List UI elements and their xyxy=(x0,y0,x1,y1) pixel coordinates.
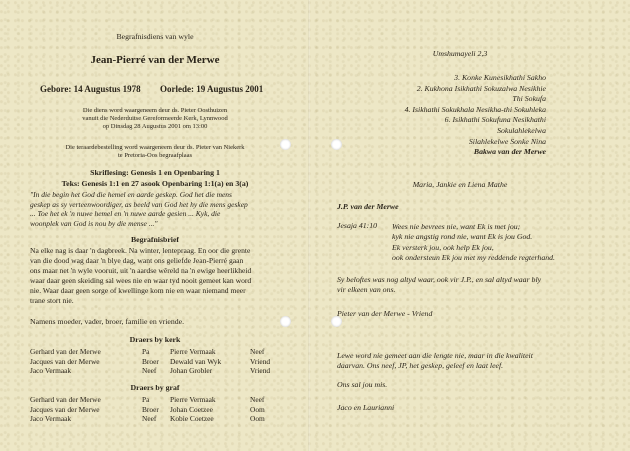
verse-line: kyk nie angstig rond nie, want Ek is jou God. xyxy=(392,232,533,242)
promise-line: Sy beloftes was nog altyd waar, ook vir J.P., en sal altyd waar bly xyxy=(337,275,542,284)
hymn-verses xyxy=(405,73,546,158)
bearer-name: Jaco Vermaak xyxy=(30,366,72,376)
bearer-name: Jacques van der Merwe xyxy=(30,356,100,366)
hymn-reference: Umshumayeli 2,3 xyxy=(432,49,488,58)
hymn-line: Thi Sokufa xyxy=(512,94,546,104)
funeral-letter xyxy=(30,246,251,306)
bearer-name: Pierre Vermaak xyxy=(170,395,216,404)
bearer-relation: Pa xyxy=(142,395,150,404)
scripture-reading: Skriflesing: Genesis 1 en Openbaring 1 xyxy=(90,168,220,177)
verse-line: Wees nie bevrees nie, want Ek is met jou; xyxy=(392,222,521,231)
centre-fold xyxy=(308,0,310,451)
hymn-line: 2. Kukhona Isikhathi Sokuzalwa Nesikhie xyxy=(416,83,546,93)
tribute-heading: J.P. van der Merwe xyxy=(337,202,399,211)
bearer-relation: Broer xyxy=(142,356,159,366)
promise-line: vir elkeen van ons. xyxy=(337,285,396,295)
hymn-line: Sokulahlekelwa xyxy=(497,125,546,135)
birth-date: Gebore: 14 Augustus 1978 xyxy=(40,84,141,94)
letter-signoff: Namens moeder, vader, broer, familie en vriende. xyxy=(30,317,185,326)
bearer-name: Johan Grobler xyxy=(170,366,213,376)
bearer-name: Jacques van der Merwe xyxy=(30,404,100,414)
hymn-line: 3. Konke Kunesikhathi Sakho xyxy=(454,73,546,82)
hymn-line: Bakwa van der Merwe xyxy=(473,147,546,157)
promise-text xyxy=(337,275,541,296)
church-bearers-heading: Draers by kerk xyxy=(129,335,181,344)
bearer-relation: Oom xyxy=(250,404,265,414)
death-date: Oorlede: 19 Augustus 2001 xyxy=(160,84,264,94)
punch-hole xyxy=(331,139,342,150)
church-bearers-col-name-2 xyxy=(170,347,221,376)
bearer-relation: Broer xyxy=(142,404,159,414)
punch-hole xyxy=(280,316,291,327)
sermon-text-reference: Teks: Genesis 1:1 en 27 asook Openbaring 1:1(a) en 3(a) xyxy=(61,179,249,188)
letter-line: ons maar net 'n wyle vooruit, uit 'n aardse wêreld na 'n ewige heerlikheid xyxy=(30,266,252,275)
verse-line: Ek versterk jou, ook help Ek jou, xyxy=(392,242,494,252)
hymn-line: Silahlekelwe Sonke Nina xyxy=(468,136,546,146)
bearer-relation: Pa xyxy=(142,347,150,356)
service-line: vanuit die Nederduitse Gereformeerde Kerk, Lynnwood xyxy=(82,115,228,122)
bearer-relation: Neef xyxy=(250,395,265,404)
life-line: Lewe word nie gemeet aan die lengte nie, maar in die kwaliteit xyxy=(337,351,533,360)
service-line: op Dinsdag 28 Augustus 2001 om 13:00 xyxy=(102,123,208,130)
grave-bearers-col-name-2 xyxy=(170,395,216,424)
quote-line: ... Toe het ek 'n nuwe hemel en 'n nuwe aarde gesien ... Kyk, die xyxy=(30,209,221,219)
bearer-relation: Oom xyxy=(250,414,265,424)
bearer-name: Gerhard van der Merwe xyxy=(30,347,101,356)
grave-bearers-heading: Draers by graf xyxy=(130,383,180,392)
letter-heading: Begrafnisbrief xyxy=(130,235,180,244)
bearer-relation: Neef xyxy=(142,414,157,424)
letter-line: trane stort nie. xyxy=(30,296,74,305)
letter-line: Na elke nag is daar 'n dagbreek. Na winter, lentepraag. En oor die grente xyxy=(30,246,251,255)
tribute-signature: Pieter van der Merwe - Vriend xyxy=(337,309,433,318)
bearer-relation: Neef xyxy=(250,347,265,356)
bearer-name: Dewald van Wyk xyxy=(170,356,222,366)
hymn-line: 6. Isikhathi Sokufuna Nesikhathi xyxy=(444,115,546,125)
quote-line: "In die begin het God die hemel en aarde geskep. God het die mens xyxy=(30,190,232,199)
tribute-signature: Jaco en Laurianni xyxy=(337,403,395,412)
life-quote xyxy=(337,351,533,372)
hymn-line: 4. Isikhathi Sokukhala Nesikha-thi Sokuhleka xyxy=(404,104,546,114)
church-bearers-col-name xyxy=(30,347,101,376)
tribute-from: Maria, Jankie en Liena Mathe xyxy=(412,180,508,189)
bearer-relation: Vriend xyxy=(250,366,271,376)
letter-line: nie. Waar daar geen sorge of kwellinge kom nie en waar niemand meer xyxy=(30,286,246,295)
burial-line: Die teraardebestelling word waargeneem deur ds. Pieter van Niekerk xyxy=(65,144,245,151)
service-header: Begrafnisdiens van wyle xyxy=(116,32,194,41)
quote-line: woonplek van God is nou by die mense ..." xyxy=(30,218,158,228)
life-line: daarvan. Ons neef, JP, het geskep, geleef en laat leef. xyxy=(337,361,504,371)
grave-bearers-col-relation-2 xyxy=(250,395,265,424)
bearer-relation: Vriend xyxy=(250,356,271,366)
quote-line: geskep as sy verteenwoordiger, as beeld van God het hy die mens geskep xyxy=(30,199,248,209)
church-bearers-col-relation xyxy=(142,347,159,376)
punch-hole xyxy=(280,139,291,150)
church-bearers-col-relation-2 xyxy=(250,347,270,376)
grave-bearers-col-name xyxy=(30,395,101,424)
verse-line: ook ondersteun Ek jou met my reddende regterhand. xyxy=(392,253,555,263)
verse-text xyxy=(392,222,555,264)
scripture-quote xyxy=(30,190,248,228)
burial-line: te Pretoria-Oos begraafplaas xyxy=(118,152,192,159)
letter-line: van die dood wag daar 'n blye dag, want ons geliefde Jean-Pierré gaan xyxy=(30,256,244,265)
letter-line: waar daar geen skeiding sal wees nie en waar tyd nooit gemeet kan word xyxy=(30,276,252,285)
verse-reference: Jesaja 41:10 xyxy=(337,221,378,230)
deceased-name: Jean-Pierré van der Merwe xyxy=(90,54,220,66)
bearer-name: Jaco Vermaak xyxy=(30,414,72,424)
bearer-relation: Neef xyxy=(142,366,157,376)
bearer-name: Johan Coetzee xyxy=(170,404,213,414)
grave-bearers-col-relation xyxy=(142,395,159,424)
bearer-name: Kobie Coetzee xyxy=(170,414,214,424)
miss-you-line: Ons sal jou mis. xyxy=(337,380,388,389)
bearer-name: Gerhard van der Merwe xyxy=(30,395,101,404)
bearer-name: Pierre Vermaak xyxy=(170,347,216,356)
service-line: Die diens word waargeneem deur ds. Pieter Oosthuizen xyxy=(82,107,228,114)
